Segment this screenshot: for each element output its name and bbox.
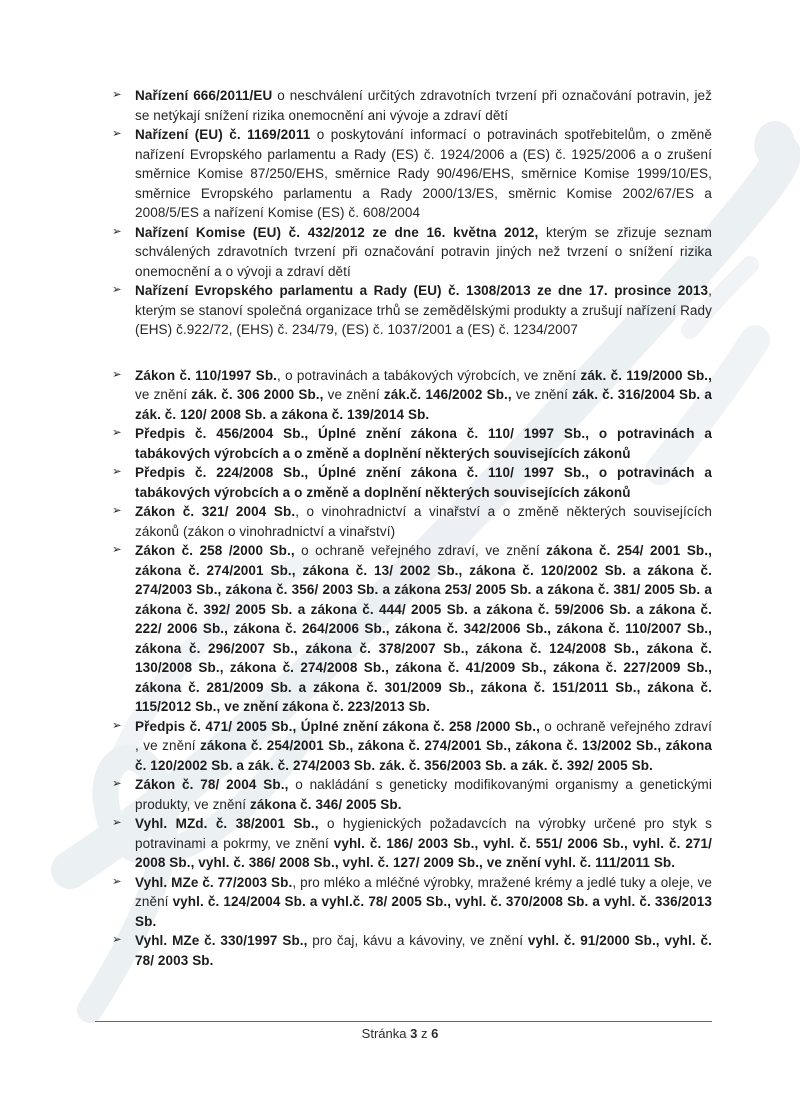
law-list-item: [112, 814, 712, 873]
document-body: [112, 86, 712, 970]
law-list-item-text: Vyhl. MZd. č. 38/2001 Sb., o hygienických požadavcích na výrobky určené pro styk s potravinami a pokrmy, ve znění vyhl. č. 186/ 2003 Sb., vyhl. č. 551/ 2006 Sb., vyhl. č. 271/ 2008 Sb., vyhl. č. 386/ 2008 Sb., vyhl. č. 127/ 2009 Sb., ve znění vyhl. č. 111/2011 Sb.: [135, 816, 712, 870]
footer-separator: z: [420, 1026, 428, 1041]
law-list-item: [112, 424, 712, 463]
law-list-item: [112, 281, 712, 340]
law-list-item-text: Předpis č. 456/2004 Sb., Úplné znění zákona č. 110/ 1997 Sb., o potravinách a tabákových výrobcích a o změně a doplnění některých souvisejících zákonů: [135, 426, 712, 461]
bullet-arrow-icon: ➢: [112, 719, 122, 732]
law-list-item: [112, 125, 712, 223]
law-list-item-text: Vyhl. MZe č. 77/2003 Sb., pro mléko a mléčné výrobky, mražené krémy a jedlé tuky a oleje, ve znění vyhl. č. 124/2004 Sb. a vyhl.č. 78/ 2005 Sb., vyhl. č. 370/2008 Sb. a vyhl. č. 336/2013 Sb.: [135, 874, 712, 929]
bullet-arrow-icon: ➢: [112, 427, 122, 439]
footer-divider: [95, 1021, 712, 1022]
bullet-arrow-icon: ➢: [112, 778, 122, 790]
law-list-item-text: Předpis č. 224/2008 Sb., Úplné znění zákona č. 110/ 1997 Sb., o potravinách a tabákových výrobcích a o změně a doplnění některých souvisejících zákonů: [135, 465, 712, 500]
footer-label: Stránka: [361, 1026, 407, 1041]
law-list-item-text: Vyhl. MZe č. 330/1997 Sb., pro čaj, kávu a kávoviny, ve znění vyhl. č. 91/2000 Sb., vyhl. č. 78/ 2003 Sb.: [135, 933, 712, 968]
footer-page-number: 3: [410, 1026, 418, 1041]
law-list-item: [112, 873, 712, 932]
law-list-item-text: Nařízení Komise (EU) č. 432/2012 ze dne 16. května 2012, kterým se zřizuje seznam schválených zdravotních tvrzení při označování potravin jiných než tvrzení o snížení rizika onemocnění a o vývoji a zdraví dětí: [135, 224, 712, 279]
law-list-item: [112, 541, 712, 717]
law-list-item-text: Předpis č. 471/ 2005 Sb., Úplné znění zákona č. 258 /2000 Sb., o ochraně veřejného zdraví , ve znění zákona č. 254/2001 Sb., zákona č. 274/2001 Sb., zákona č. 13/2002 Sb., zákona č. 120/2002 Sb. a zák. č. 274/2003 Sb. zák. č. 356/2003 Sb. a zák. č. 392/ 2005 Sb.: [135, 718, 712, 773]
bullet-arrow-icon: ➢: [112, 934, 122, 946]
law-list-item: [112, 717, 712, 776]
law-list-item-text: Zákon č. 258 /2000 Sb., o ochraně veřejného zdraví, ve znění zákona č. 254/ 2001 Sb., zákona č. 274/2001 Sb., zákona č. 13/ 2002 Sb., zákona č. 120/2002 Sb. a zákona č. 274/2003 Sb., zákona č. 356/ 2003 Sb. a zákona 253/ 2005 Sb. a zákona č. 381/ 2005 Sb. a zákona č. 392/ 2005 Sb. a zákona č. 444/ 2005 Sb. a zákona č. 59/2006 Sb. a zákona č. 222/ 2006 Sb., zákona č. 264/2006 Sb., zákona č. 342/2006 Sb., zákona č. 110/2007 Sb., zákona č. 296/2007 Sb., zákona č. 378/2007 Sb., zákona č. 124/2008 Sb., zákona č. 130/2008 Sb., zákona č. 274/2008 Sb., zákona č. 41/2009 Sb., zákona č. 227/2009 Sb., zákona č. 281/2009 Sb. a zákona č. 301/2009 Sb., zákona č. 151/2011 Sb., zákona č. 115/2012 Sb., ve znění zákona č. 223/2013 Sb.: [135, 543, 712, 714]
law-list-item-text: Nařízení 666/2011/EU o neschválení určitých zdravotních tvrzení při označování potravin, jež se netýkají snížení rizika onemocnění ani vývoje a zdraví dětí: [135, 88, 713, 123]
law-list-item-text: Nařízení (EU) č. 1169/2011 o poskytování informací o potravinách spotřebitelům, o změně nařízení Evropského parlamentu a Rady (ES) č. 1924/2006 a (ES) č. 1925/2006 a o zrušení směrnice Komise 87/250/EHS, směrnice Rady 90/496/EHS, směrnice Komise 1999/10/ES, směrnice Evropského parlamentu a Rady 2000/13/ES, směrnic Komise 2002/67/ES a 2008/5/ES a nařízení Komise (ES) č. 608/2004: [135, 127, 712, 220]
bullet-arrow-icon: ➢: [112, 875, 122, 888]
bullet-arrow-icon: ➢: [112, 128, 122, 140]
bullet-arrow-icon: ➢: [112, 466, 122, 478]
page-footer: [0, 1026, 800, 1041]
law-list-item: [112, 775, 712, 814]
law-list-item-text: Nařízení Evropského parlamentu a Rady (EU) č. 1308/2013 ze dne 17. prosince 2013, kterým se stanoví společná organizace trhů se zemědělskými produkty a zrušují nařízení Rady (EHS) č.922/72, (EHS) č. 234/79, (ES) č. 1037/2001 a (ES) č. 1234/2007: [135, 283, 712, 337]
bullet-arrow-icon: ➢: [112, 817, 122, 829]
bullet-arrow-icon: ➢: [112, 284, 122, 296]
law-list-item: [112, 463, 712, 502]
bullet-arrow-icon: ➢: [112, 544, 122, 556]
law-list-item-text: Zákon č. 321/ 2004 Sb., o vinohradnictví a vinařství a o změně některých souvisejících zákonů (zákon o vinohradnictví a vinařství): [135, 504, 712, 539]
law-list-item: [112, 502, 712, 541]
law-list-item: [112, 931, 712, 970]
bullet-arrow-icon: ➢: [112, 89, 122, 101]
law-list-item: [112, 86, 712, 125]
law-list-item: [112, 366, 712, 425]
law-list-item-text: Zákon č. 78/ 2004 Sb., o nakládání s geneticky modifikovanými organismy a genetickými produkty, ve znění zákona č. 346/ 2005 Sb.: [135, 777, 712, 812]
footer-total-pages: 6: [431, 1026, 439, 1041]
bullet-arrow-icon: ➢: [112, 225, 122, 238]
bullet-arrow-icon: ➢: [112, 505, 122, 517]
bullet-arrow-icon: ➢: [112, 368, 122, 381]
law-list-item: [112, 223, 712, 282]
law-list: [112, 86, 712, 970]
law-list-item-text: Zákon č. 110/1997 Sb., o potravinách a tabákových výrobcích, ve znění zák. č. 119/2000 Sb., ve znění zák. č. 306 2000 Sb., ve znění zák.č. 146/2002 Sb., ve znění zák. č. 316/2004 Sb. a zák. č. 120/ 2008 Sb. a zákona č. 139/2014 Sb.: [135, 367, 713, 422]
